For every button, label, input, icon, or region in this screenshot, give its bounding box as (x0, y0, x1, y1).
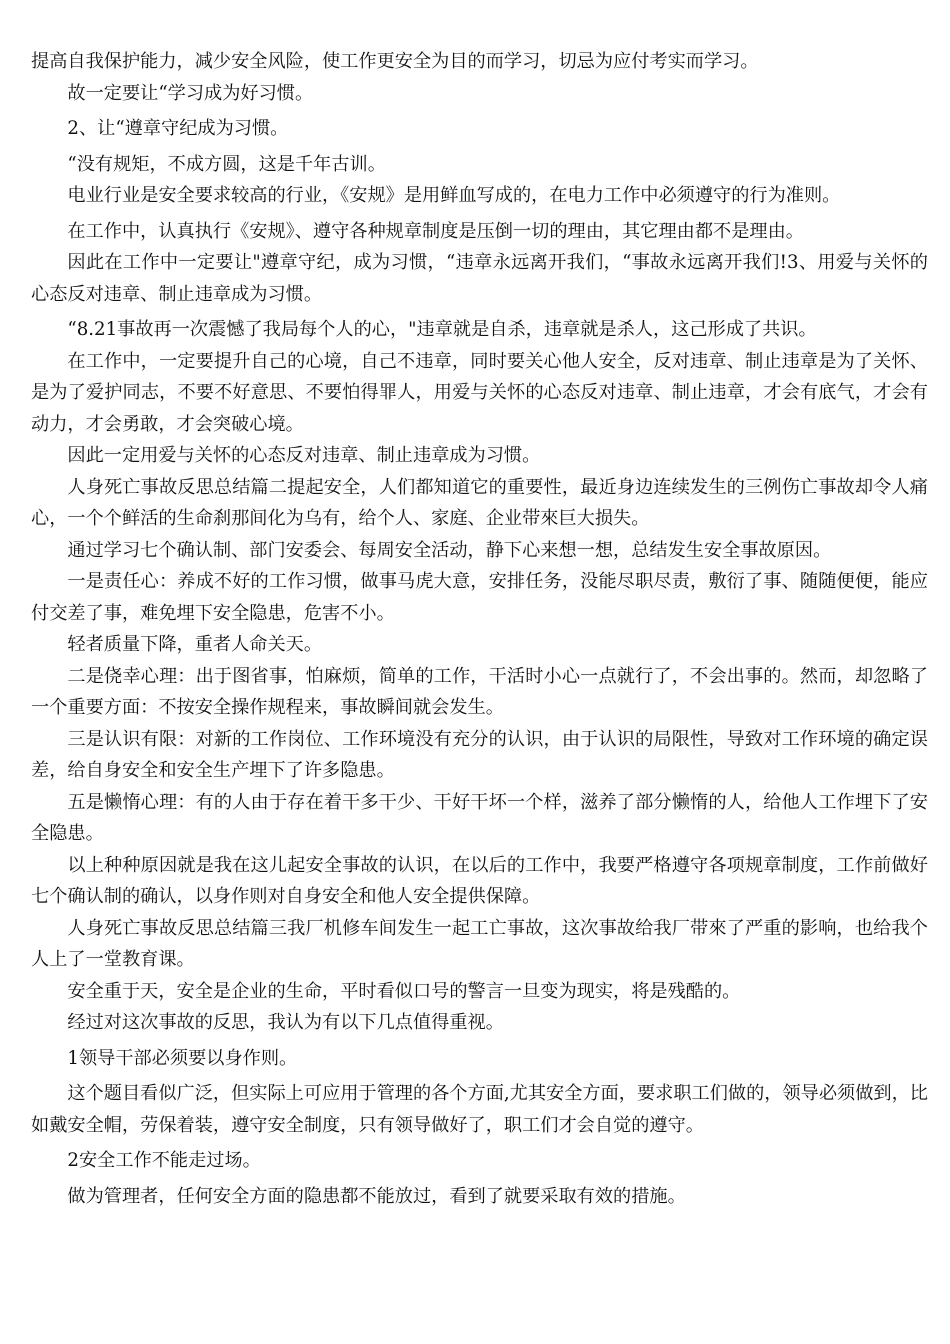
paragraph-19: 人身死亡事故反思总结篇三我厂机修车间发生一起工亡事故，这次事故给我厂带來了严重的影响，也给我个人上了一堂教育课。 (31, 917, 928, 970)
paragraph-13: 一是责任心：养成不好的工作习惯，做事马虎大意，安排任务，没能尽职尽责，敷衍了事、随随便便，能应付交差了事，难免埋下安全隐患，危害不小。 (31, 571, 928, 624)
paragraph-23: 这个题目看似广泛，但实际上可应用于管理的各个方面,尤其安全方面，要求职工们做的，领导必须做到，比如戴安全帽，劳保着装，遵守安全制度，只有领导做好了，职工们才会自觉的遵守。 (31, 1083, 928, 1136)
paragraph-24: 2安全工作不能走过场。 (67, 1150, 261, 1171)
paragraph-2: 故一定要让“学习成为好习惯。 (67, 82, 314, 104)
paragraph-5: 电业行业是安全要求较高的行业，《安规》是用鲜血写成的，在电力工作中必须遵守的行为准则。 (67, 185, 841, 206)
paragraph-21: 经过对这次事故的反思，我认为有以下几点值得重视。 (67, 1012, 504, 1033)
paragraph-4: “没有规矩，不成方圆，这是千年古训。 (67, 153, 386, 175)
paragraph-15: 二是侥幸心理：出于图省事，怕麻烦，简单的工作，干活时小心一点就行了，不会出事的。然而，却忽略了一个重要方面：不按安全操作规程来，事故瞬间就会发生。 (31, 665, 928, 718)
paragraph-3: 2、让“遵章守纪成为习惯。 (67, 118, 289, 139)
paragraph-14: 轻者质量下降，重者人命关天。 (67, 634, 323, 655)
paragraph-25: 做为管理者，任何安全方面的隐患都不能放过，看到了就要采取有效的措施。 (67, 1185, 686, 1207)
paragraph-6: 在工作中，认真执行《安规》、遵守各种规章制度是压倒一切的理由，其它理由都不是理由。 (67, 220, 804, 242)
paragraph-7: 因此在工作中一定要让"遵章守纪，成为习惯，“违章永远离开我们，“事故永远离开我们!3、用爱与关怀的心态反对违章、制止违章成为习惯。 (31, 252, 928, 305)
paragraph-9: 在工作中，一定要提升自己的心境，自己不违章，同时要关心他人安全，反对违章、制止违章是为了关怀、是为了爱护同志，不要不好意思、不要怕得罪人，用爱与关怀的心态反对违章、制止违章，才会有底气，才会有动力，才会勇敢，才会突破心境。 (31, 350, 928, 435)
paragraph-8: “8.21事故再一次震憾了我局每个人的心，"违章就是自杀，违章就是杀人，这己形成了共识。 (67, 319, 817, 340)
paragraph-18: 以上种种原因就是我在这儿起安全事故的认识，在以后的工作中，我要严格遵守各项规章制度，工作前做好七个确认制的确认，以身作则对自身安全和他人安全提供保障。 (31, 854, 928, 907)
paragraph-12: 通过学习七个确认制、部门安委会、每周安全活动，静下心来想一想，总结发生安全事故原因。 (67, 539, 832, 561)
paragraph-10: 因此一定用爱与关怀的心态反对违章、制止违章成为习惯。 (67, 445, 541, 466)
paragraph-22: 1领导干部必须要以身作则。 (67, 1047, 298, 1069)
paragraph-16: 三是认识有限：对新的工作岗位、工作环境没有充分的认识，由于认识的局限性，导致对工作环境的确定误差，给自身安全和安全生产埋下了许多隐患。 (31, 728, 928, 781)
paragraph-20: 安全重于天，安全是企业的生命，平时看似口号的警言一旦变为现实，将是残酷的。 (67, 980, 741, 1002)
paragraph-11: 人身死亡事故反思总结篇二提起安全，人们都知道它的重要性，最近身边连续发生的三例伤亡事故却令人痛心，一个个鲜活的生命刹那间化为乌有，给个人、家庭、企业带來巨大损失。 (31, 476, 928, 529)
paragraph-17: 五是懒惰心理：有的人由于存在着干多干少、干好干坏一个样，滋养了部分懒惰的人，给他人工作埋下了安全隐患。 (31, 791, 928, 844)
paragraph-1: 提高自我保护能力，减少安全风险，使工作更安全为目的而学习，切忌为应付考实而学习。 (31, 51, 759, 72)
